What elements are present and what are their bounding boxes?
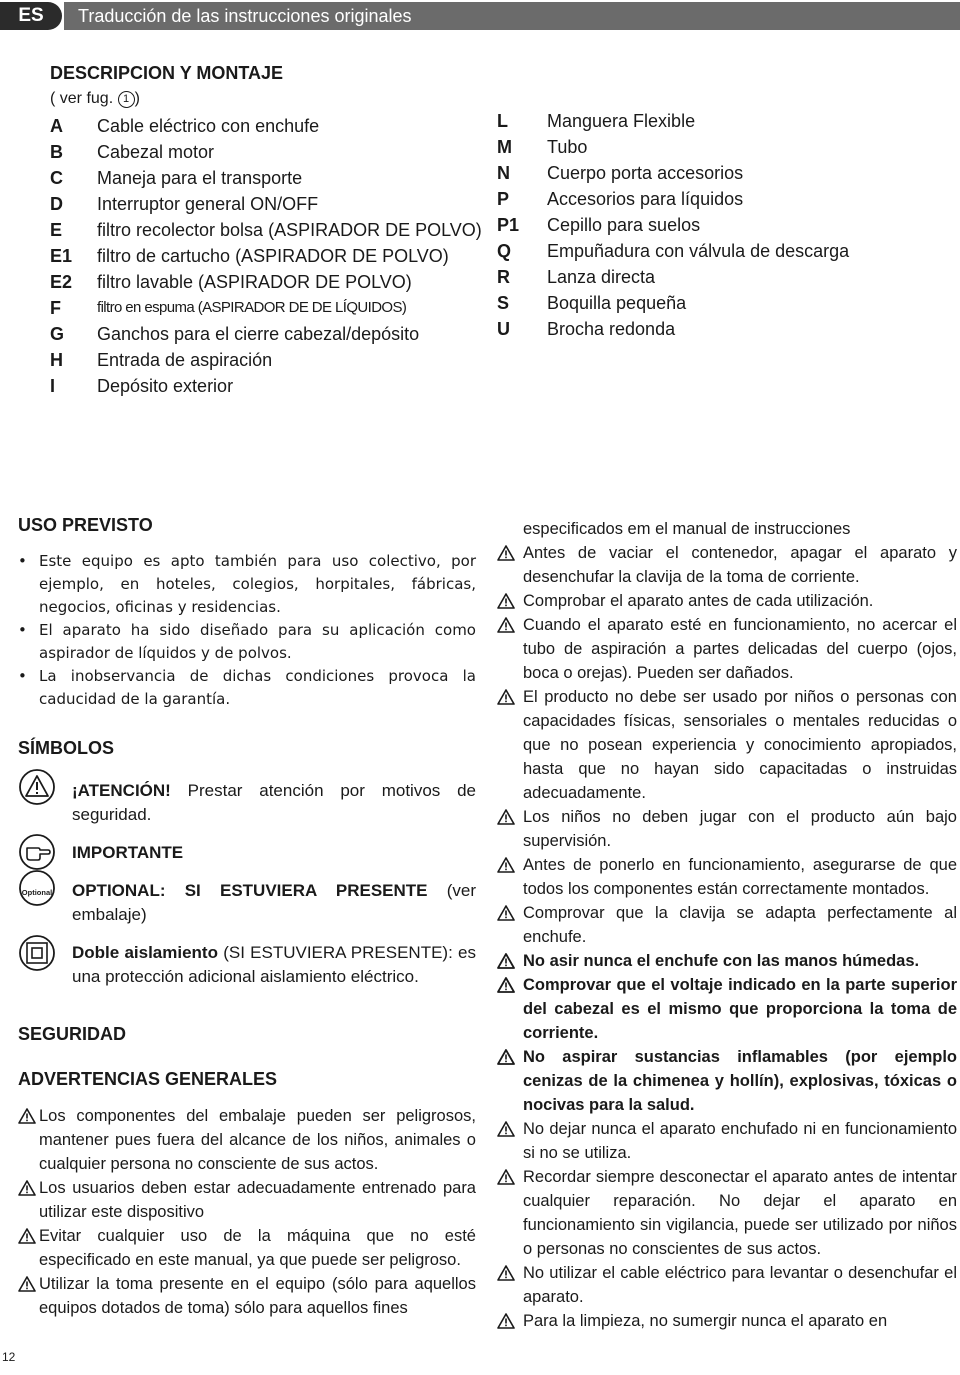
optional-label: OPTIONAL: SI ESTUVIERA PRESENTE [72, 881, 428, 900]
part-label: Lanza directa [547, 267, 656, 287]
symbol-importante [18, 841, 476, 865]
part-label: Maneja para el transporte [97, 168, 303, 188]
warning-triangle-icon [18, 1107, 36, 1131]
part-key: H [50, 350, 63, 370]
uso-previsto-heading: USO PREVISTO [18, 515, 153, 535]
atencion-label: ¡ATENCIÓN! [72, 781, 171, 800]
description-title: DESCRIPCION Y MONTAJE [50, 63, 284, 83]
list-item: • La inobservancia de dichas condiciones provoca la caducidad de la garantía. [18, 665, 476, 711]
part-key: E [50, 220, 63, 240]
part-label: filtro recolector bolsa (ASPIRADOR DE POLVO) [97, 220, 482, 240]
warning-text: Los componentes del embalaje pueden ser peligrosos, mantener pues fuera del alcance de los niños, animales o cualquier persona no consciente de sus actos. [39, 1107, 476, 1173]
part-label: Manguera Flexible [547, 111, 696, 131]
part-label: Boquilla pequeña [547, 293, 687, 313]
warning-text: Antes de vaciar el contenedor, apagar el aparato y desenchufar la clavija de la toma de corriente. [523, 544, 957, 586]
warning-text: Recordar siempre desconectar el aparato antes de intentar cualquier reparación. No dejar el aparato en funcionamiento sin vigilancia, puede ser utilizado por niños o personas no conscientes de sus actos. [523, 1168, 957, 1258]
part-label: Entrada de aspiración [97, 350, 273, 370]
warning-item [497, 901, 957, 949]
part-label: Cable eléctrico con enchufe [97, 116, 320, 136]
part-label: filtro en espuma (ASPIRADOR DE DE LÍQUIDOS) [97, 299, 407, 316]
warning-triangle-icon [18, 1179, 36, 1203]
warning-triangle-icon [18, 1227, 36, 1251]
warning-text: Utilizar la toma presente en el equipo (sólo para aquellos equipos dotados de toma) sólo para aquellos fines [39, 1275, 476, 1317]
warning-item [497, 1045, 957, 1117]
part-label: Cabezal motor [97, 142, 215, 162]
warning-item [497, 1309, 957, 1333]
part-label: Cepillo para suelos [547, 215, 701, 235]
figure-number-badge: 1 [118, 91, 135, 108]
warning-triangle-icon [497, 808, 515, 832]
warning-item [18, 1272, 476, 1320]
warning-item [497, 1165, 957, 1261]
part-key: E2 [50, 272, 73, 292]
warning-text: especificados em el manual de instrucciones [523, 520, 851, 538]
warnings-left [18, 1104, 476, 1320]
part-key: R [497, 267, 510, 287]
part-key: B [50, 142, 63, 162]
warning-item [497, 973, 957, 1045]
part-label: Empuñadura con válvula de descarga [547, 241, 850, 261]
doble-aislamiento-label: Doble aislamiento [72, 943, 218, 962]
warning-text: Los niños no deben jugar con el producto aún bajo supervisión. [523, 808, 957, 850]
warning-text: Cuando el aparato esté en funcionamiento, no acercar el tubo de aspiración a partes delicadas del cuerpo (ojos, boca o orejas). Pueden ser dañados. [523, 616, 957, 682]
page-number: 12 [2, 1350, 16, 1364]
part-item [497, 160, 937, 186]
warning-triangle-icon [497, 1264, 515, 1288]
part-item [50, 165, 480, 191]
warning-item [497, 1261, 957, 1309]
optional-badge-label: Optional [21, 888, 53, 897]
warning-item [18, 1224, 476, 1272]
atencion-text: Prestar atención por motivos de seguridad. [72, 781, 476, 824]
warning-symbol-icon [18, 768, 56, 813]
parts-list-right [497, 108, 937, 342]
warning-triangle-icon [497, 1048, 515, 1072]
list-item: • Este equipo es apto también para uso colectivo, por ejemplo, en hoteles, colegios, horpitales, fábricas, negocios, oficinas y residencias. [18, 550, 476, 619]
part-key: S [497, 293, 510, 313]
warning-triangle-icon [497, 856, 515, 880]
right-column [497, 517, 957, 1333]
warning-triangle-icon [497, 904, 515, 928]
warning-item [497, 613, 957, 685]
warning-triangle-icon [497, 976, 515, 1000]
warning-triangle-icon [497, 616, 515, 640]
warning-text: No utilizar el cable eléctrico para levantar o desenchufar el aparato. [523, 1264, 957, 1306]
optional-text: (ver embalaje) [72, 881, 476, 924]
warning-item [497, 949, 957, 973]
figure-reference-suffix: ) [134, 90, 140, 107]
part-item [497, 108, 937, 134]
warning-text: Comprovar que la clavija se adapta perfectamente al enchufe. [523, 904, 957, 946]
warning-triangle-icon [497, 1312, 515, 1336]
header-title: Traducción de las instrucciones originales [64, 2, 960, 30]
part-key: C [50, 168, 63, 188]
doble-aislamiento-text: (SI ESTUVIERA PRESENTE): es una protección adicional aislamiento eléctrico. [72, 943, 476, 986]
warning-continuation [497, 517, 957, 541]
warning-item [18, 1176, 476, 1224]
symbol-doble-aislamiento [18, 941, 476, 989]
uso-previsto-list [18, 550, 476, 711]
advertencias-heading: ADVERTENCIAS GENERALES [18, 1069, 278, 1089]
optional-badge [18, 869, 56, 914]
warning-item [497, 1117, 957, 1165]
part-item [50, 139, 480, 165]
warning-item [18, 1104, 476, 1176]
warning-triangle-icon [497, 1168, 515, 1192]
part-item [50, 113, 480, 139]
language-badge: ES [0, 2, 62, 30]
warning-item [497, 541, 957, 589]
part-label: Depósito exterior [97, 376, 234, 396]
warning-item [497, 685, 957, 805]
part-label: Accesorios para líquidos [547, 189, 744, 209]
part-item [497, 290, 937, 316]
part-key: P1 [497, 215, 520, 235]
warning-text: Comprobar el aparato antes de cada utilización. [523, 592, 874, 610]
part-item [497, 212, 937, 238]
figure-reference [50, 90, 140, 108]
warning-triangle-icon [497, 688, 515, 712]
part-key: E1 [50, 246, 73, 266]
warning-item [497, 589, 957, 613]
simbolos-heading: SÍMBOLOS [18, 738, 115, 758]
part-key: M [497, 137, 512, 157]
part-item [50, 243, 480, 269]
part-label: Cuerpo porta accesorios [547, 163, 744, 183]
warning-text: El producto no debe ser usado por niños o personas con capacidades físicas, sensoriales o mentales reducidas o que no posean experiencia y conocimiento apropiados, hasta que no hayan sido capacitadas o instruidas adecuadamente. [523, 688, 957, 802]
part-label: filtro de cartucho (ASPIRADOR DE POLVO) [97, 246, 449, 266]
part-item [497, 238, 937, 264]
warning-text: No dejar nunca el aparato enchufado ni en funcionamiento si no se utiliza. [523, 1120, 957, 1162]
warning-triangle-icon [497, 1120, 515, 1144]
part-key: G [50, 324, 65, 344]
part-label: Tubo [547, 137, 588, 157]
warning-text: Comprovar que el voltaje indicado en la parte superior del cabezal es el mismo que proporciona la toma de corriente. [523, 976, 957, 1042]
part-key: N [497, 163, 510, 183]
parts-list-left [50, 113, 480, 399]
part-key: P [497, 189, 510, 209]
part-key: I [50, 376, 56, 396]
page-header [0, 0, 960, 35]
importante-label: IMPORTANTE [72, 843, 184, 862]
part-item [497, 316, 937, 342]
warning-text: Para la limpieza, no sumergir nunca el aparato en [523, 1312, 888, 1330]
warning-item [497, 853, 957, 901]
symbol-optional [18, 879, 476, 927]
part-label: Interruptor general ON/OFF [97, 194, 319, 214]
part-item [50, 191, 480, 217]
part-item [50, 347, 480, 373]
symbol-atencion [18, 779, 476, 827]
part-key: A [50, 116, 63, 136]
part-item [50, 217, 480, 243]
double-insulation-icon [18, 934, 56, 979]
warning-triangle-icon [18, 1275, 36, 1299]
warning-text: No aspirar sustancias inflamables (por ejemplo cenizas de la chimenea y hollín), explosivas, tóxicas o nocivas para la salud. [523, 1048, 957, 1114]
list-item: • El aparato ha sido diseñado para su aplicación como aspirador de líquidos y de polvos. [18, 619, 476, 665]
part-label: Ganchos para el cierre cabezal/depósito [97, 324, 420, 344]
warning-triangle-icon [497, 544, 515, 568]
part-item [497, 264, 937, 290]
part-key: Q [497, 241, 512, 261]
part-item [50, 321, 480, 347]
part-item [497, 186, 937, 212]
part-item [497, 134, 937, 160]
warning-text: Evitar cualquier uso de la máquina que no esté especificado en este manual, ya que puede ser peligroso. [39, 1227, 476, 1269]
part-key: D [50, 194, 63, 214]
part-key: U [497, 319, 510, 339]
part-label: filtro lavable (ASPIRADOR DE POLVO) [97, 272, 412, 292]
seguridad-heading: SEGURIDAD [18, 1024, 127, 1044]
part-key: F [50, 298, 61, 318]
warning-text: Antes de ponerlo en funcionamiento, asegurarse de que todos los componentes están correctamente montados. [523, 856, 957, 898]
left-column [18, 515, 476, 1320]
figure-reference-prefix: ( ver fug. [50, 90, 118, 107]
warning-text: Los usuarios deben estar adecuadamente entrenado para utilizar este dispositivo [39, 1179, 476, 1221]
warning-text: No asir nunca el enchufe con las manos húmedas. [523, 952, 920, 970]
part-item [50, 373, 480, 399]
part-label: Brocha redonda [547, 319, 676, 339]
warning-item [497, 805, 957, 853]
part-key: L [497, 111, 508, 131]
part-item [50, 295, 480, 321]
part-item [50, 269, 480, 295]
